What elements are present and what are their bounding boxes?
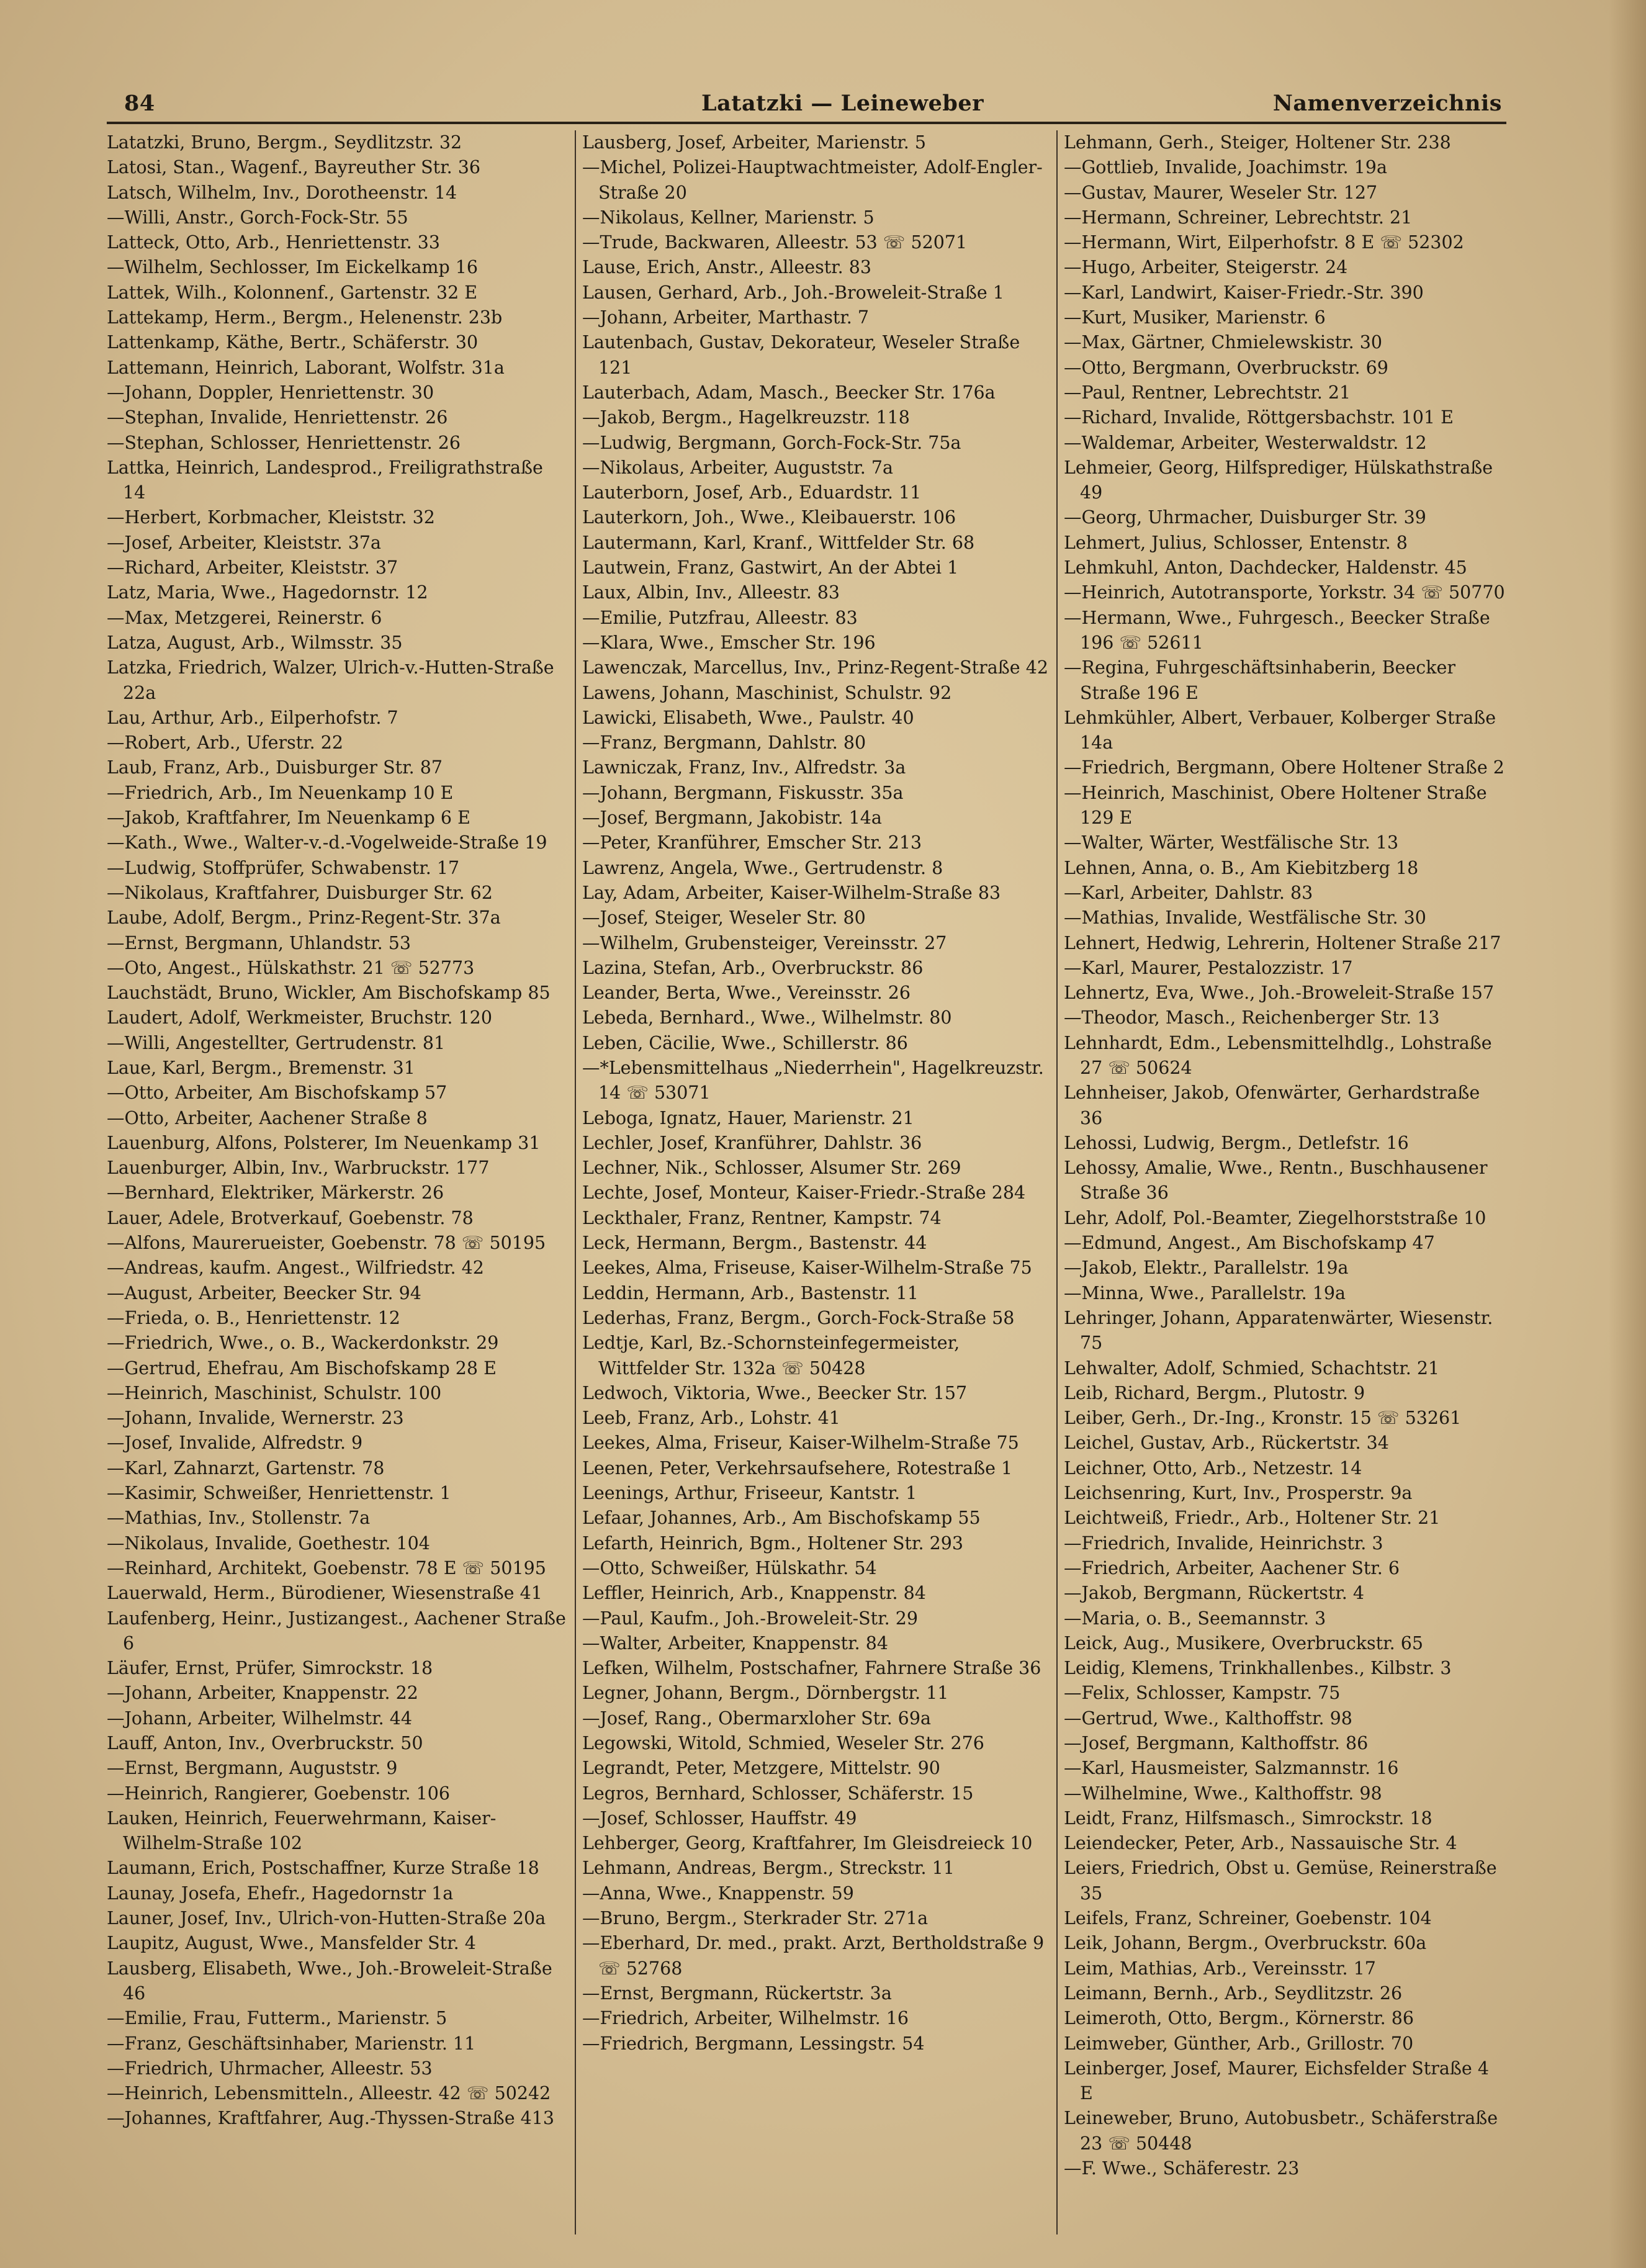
directory-entry: —Johann, Doppler, Henriettenstr. 30 bbox=[107, 382, 434, 403]
directory-entry: —Karl, Hausmeister, Salzmannstr. 16 bbox=[1064, 1758, 1399, 1779]
directory-entry: —August, Arbeiter, Beecker Str. 94 bbox=[107, 1282, 421, 1303]
directory-entry: —Friedrich, Arbeiter, Aachener Str. 6 bbox=[1064, 1557, 1400, 1578]
directory-entry: —Edmund, Angest., Am Bischofskamp 47 bbox=[1064, 1233, 1435, 1254]
column-divider bbox=[575, 130, 576, 2234]
directory-entry: Lehnen, Anna, o. B., Am Kiebitzberg 18 bbox=[1064, 857, 1419, 878]
directory-entry: Leidig, Klemens, Trinkhallenbes., Kilbstr. 3 bbox=[1064, 1658, 1452, 1679]
directory-entry: Leichsenring, Kurt, Inv., Prosperstr. 9a bbox=[1064, 1483, 1413, 1504]
directory-entry: —Ernst, Bergmann, Uhlandstr. 53 bbox=[107, 932, 412, 953]
directory-entry: Lederhas, Franz, Bergm., Gorch-Fock-Straße 58 bbox=[582, 1307, 1015, 1328]
directory-entry: Leander, Berta, Wwe., Vereinsstr. 26 bbox=[582, 983, 911, 1004]
directory-entry: —Trude, Backwaren, Alleestr. 53 ☏ 52071 bbox=[582, 232, 968, 253]
directory-entry: Lechler, Josef, Kranführer, Dahlstr. 36 bbox=[582, 1132, 922, 1153]
directory-entry: Latzka, Friedrich, Walzer, Ulrich-v.-Hutten-Straße 22a bbox=[107, 657, 554, 703]
directory-entry: —Josef, Schlosser, Hauffstr. 49 bbox=[582, 1807, 857, 1829]
directory-entry: Legner, Johann, Bergm., Dörnbergstr. 11 bbox=[582, 1683, 949, 1704]
directory-entry: Leifels, Franz, Schreiner, Goebenstr. 104 bbox=[1064, 1908, 1432, 1929]
directory-entry: —Emilie, Frau, Futterm., Marienstr. 5 bbox=[107, 2008, 447, 2029]
directory-entry: Latteck, Otto, Arb., Henriettenstr. 33 bbox=[107, 232, 440, 253]
directory-entry: —Bernhard, Elektriker, Märkerstr. 26 bbox=[107, 1182, 444, 1204]
directory-entry: —Felix, Schlosser, Kampstr. 75 bbox=[1064, 1683, 1341, 1704]
directory-entry: Leben, Cäcilie, Wwe., Schillerstr. 86 bbox=[582, 1032, 908, 1053]
directory-entry: —Gustav, Maurer, Weseler Str. 127 bbox=[1064, 182, 1378, 203]
directory-entry: —Nikolaus, Arbeiter, Auguststr. 7a bbox=[582, 457, 893, 478]
directory-entry: —Otto, Schweißer, Hülskathr. 54 bbox=[582, 1557, 877, 1578]
directory-entry: Lehnertz, Eva, Wwe., Joh.-Broweleit-Straße 157 bbox=[1064, 983, 1495, 1004]
directory-entry: Leik, Johann, Bergm., Overbruckstr. 60a bbox=[1064, 1933, 1427, 1954]
directory-entry: Lausberg, Josef, Arbeiter, Marienstr. 5 bbox=[582, 132, 927, 153]
directory-entry: —F. Wwe., Schäferestr. 23 bbox=[1064, 2158, 1300, 2179]
directory-entry: Lauchstädt, Bruno, Wickler, Am Bischofskamp 85 bbox=[107, 983, 551, 1004]
directory-entry: —Heinrich, Rangierer, Goebenstr. 106 bbox=[107, 1783, 450, 1804]
directory-entry: Ledwoch, Viktoria, Wwe., Beecker Str. 157 bbox=[582, 1382, 968, 1403]
directory-entry: Lautenbach, Gustav, Dekorateur, Weseler Straße 121 bbox=[582, 332, 1020, 378]
directory-entry: —Gertrud, Ehefrau, Am Bischofskamp 28 E bbox=[107, 1357, 497, 1379]
directory-entry: Leinberger, Josef, Maurer, Eichsfelder Straße 4 E bbox=[1064, 2058, 1489, 2104]
directory-entry: —Heinrich, Autotransporte, Yorkstr. 34 ☏ 50770 bbox=[1064, 582, 1505, 603]
directory-entry: Lawrenz, Angela, Wwe., Gertrudenstr. 8 bbox=[582, 857, 943, 878]
directory-entry: Leboga, Ignatz, Hauer, Marienstr. 21 bbox=[582, 1107, 914, 1128]
directory-entry: Lehringer, Johann, Apparatenwärter, Wiesenstr. 75 bbox=[1064, 1307, 1493, 1354]
directory-entry: Lattka, Heinrich, Landesprod., Freiligrathstraße 14 bbox=[107, 457, 543, 503]
directory-entry: —Ludwig, Bergmann, Gorch-Fock-Str. 75a bbox=[582, 432, 961, 453]
directory-entry: —Friedrich, Arbeiter, Wilhelmstr. 16 bbox=[582, 2008, 909, 2029]
directory-entry: —Kasimir, Schweißer, Henriettenstr. 1 bbox=[107, 1483, 451, 1504]
directory-entry: —Klara, Wwe., Emscher Str. 196 bbox=[582, 632, 876, 653]
directory-entry: —Hermann, Wwe., Fuhrgesch., Beecker Straße 196 ☏ 52611 bbox=[1064, 607, 1490, 653]
directory-entry: Lehwalter, Adolf, Schmied, Schachtstr. 21 bbox=[1064, 1357, 1440, 1379]
directory-entry: Leib, Richard, Bergm., Plutostr. 9 bbox=[1064, 1382, 1365, 1403]
directory-entry: Leiendecker, Peter, Arb., Nassauische Str. 4 bbox=[1064, 1833, 1457, 1854]
directory-entry: Laue, Karl, Bergm., Bremenstr. 31 bbox=[107, 1057, 415, 1078]
directory-entry: Laupitz, August, Wwe., Mansfelder Str. 4 bbox=[107, 1933, 476, 1954]
directory-entry: —Michel, Polizei-Hauptwachtmeister, Adolf-Engler-Straße 20 bbox=[582, 157, 1043, 203]
directory-entry: Lattemann, Heinrich, Laborant, Wolfstr. 31a bbox=[107, 357, 505, 378]
directory-entry: Lehnheiser, Jakob, Ofenwärter, Gerhardstraße 36 bbox=[1064, 1082, 1480, 1128]
directory-entry: Laub, Franz, Arb., Duisburger Str. 87 bbox=[107, 757, 443, 778]
directory-entry: —Ernst, Bergmann, Auguststr. 9 bbox=[107, 1758, 398, 1779]
directory-entry: —Ernst, Bergmann, Rückertstr. 3a bbox=[582, 1982, 892, 2004]
directory-entry: Lehossy, Amalie, Wwe., Rentn., Buschhausener Straße 36 bbox=[1064, 1158, 1488, 1204]
directory-entry: Laudert, Adolf, Werkmeister, Bruchstr. 120 bbox=[107, 1007, 492, 1028]
directory-entry: Launay, Josefa, Ehefr., Hagedornstr 1a bbox=[107, 1883, 454, 1904]
directory-entry: Leichner, Otto, Arb., Netzestr. 14 bbox=[1064, 1457, 1362, 1478]
directory-entry: Lattenkamp, Käthe, Bertr., Schäferstr. 30 bbox=[107, 332, 479, 353]
directory-entry: —Friedrich, Arb., Im Neuenkamp 10 E bbox=[107, 782, 454, 803]
directory-entry: —Heinrich, Lebensmitteln., Alleestr. 42 ☏ 50242 bbox=[107, 2083, 551, 2104]
column-2 bbox=[582, 130, 1051, 2253]
page-edge-shadow bbox=[1609, 0, 1646, 2268]
directory-entry: Ledtje, Karl, Bz.-Schornsteinfegermeister, Wittfelder Str. 132a ☏ 50428 bbox=[582, 1333, 960, 1379]
directory-entry: —Oto, Angest., Hülskathstr. 21 ☏ 52773 bbox=[107, 957, 475, 978]
directory-entry: —Gertrud, Wwe., Kalthoffstr. 98 bbox=[1064, 1708, 1352, 1729]
directory-entry: —Nikolaus, Kellner, Marienstr. 5 bbox=[582, 207, 875, 228]
directory-entry: Lehr, Adolf, Pol.-Beamter, Ziegelhorststraße 10 bbox=[1064, 1207, 1486, 1228]
directory-entry: —Otto, Arbeiter, Aachener Straße 8 bbox=[107, 1107, 428, 1128]
directory-entry: —Heinrich, Maschinist, Schulstr. 100 bbox=[107, 1382, 442, 1403]
directory-entry: Lehmann, Gerh., Steiger, Holtener Str. 238 bbox=[1064, 132, 1451, 153]
directory-entry: Leimann, Bernh., Arb., Seydlitzstr. 26 bbox=[1064, 1982, 1403, 2004]
directory-entry: —Paul, Kaufm., Joh.-Broweleit-Str. 29 bbox=[582, 1608, 919, 1629]
directory-entry: Lehmert, Julius, Schlosser, Entenstr. 8 bbox=[1064, 532, 1408, 553]
directory-entry: Leenings, Arthur, Friseeur, Kantstr. 1 bbox=[582, 1483, 917, 1504]
directory-entry: Lauterborn, Josef, Arb., Eduardstr. 11 bbox=[582, 482, 922, 503]
directory-entry: Leineweber, Bruno, Autobusbetr., Schäferstraße 23 ☏ 50448 bbox=[1064, 2108, 1498, 2154]
directory-entry: Lautwein, Franz, Gastwirt, An der Abtei 1 bbox=[582, 557, 959, 578]
directory-entry: Laux, Albin, Inv., Alleestr. 83 bbox=[582, 582, 840, 603]
directory-entry: —Walter, Wärter, Westfälische Str. 13 bbox=[1064, 832, 1399, 853]
directory-entry: Lauterkorn, Joh., Wwe., Kleibauerstr. 106 bbox=[582, 507, 956, 528]
directory-entry: —Wilhelm, Grubensteiger, Vereinsstr. 27 bbox=[582, 932, 947, 953]
directory-entry: Lawenczak, Marcellus, Inv., Prinz-Regent-Straße 42 bbox=[582, 657, 1048, 678]
directory-entry: Laube, Adolf, Bergm., Prinz-Regent-Str. 37a bbox=[107, 907, 501, 929]
directory-entry: Lay, Adam, Arbeiter, Kaiser-Wilhelm-Straße 83 bbox=[582, 882, 1001, 903]
directory-entry: Lehnert, Hedwig, Lehrerin, Holtener Straße 217 bbox=[1064, 932, 1501, 953]
directory-entry: —Jakob, Bergmann, Rückertstr. 4 bbox=[1064, 1583, 1365, 1604]
directory-entry: Lechner, Nik., Schlosser, Alsumer Str. 269 bbox=[582, 1158, 961, 1179]
directory-entry: —Johann, Arbeiter, Wilhelmstr. 44 bbox=[107, 1708, 412, 1729]
directory-entry: Lefarth, Heinrich, Bgm., Holtener Str. 293 bbox=[582, 1532, 963, 1554]
directory-entry: —Mathias, Inv., Stollenstr. 7a bbox=[107, 1508, 371, 1529]
directory-entry: —Josef, Rang., Obermarxloher Str. 69a bbox=[582, 1708, 931, 1729]
directory-entry: —Karl, Landwirt, Kaiser-Friedr.-Str. 390 bbox=[1064, 282, 1424, 303]
directory-entry: —Frieda, o. B., Henriettenstr. 12 bbox=[107, 1307, 400, 1328]
directory-entry: —Gottlieb, Invalide, Joachimstr. 19a bbox=[1064, 157, 1387, 178]
directory-entry: Leckthaler, Franz, Rentner, Kampstr. 74 bbox=[582, 1207, 942, 1228]
directory-entry: —Theodor, Masch., Reichenberger Str. 13 bbox=[1064, 1007, 1440, 1028]
directory-entry: Lehmkühler, Albert, Verbauer, Kolberger Straße 14a bbox=[1064, 707, 1496, 754]
directory-entry: —Friedrich, Bergmann, Obere Holtener Straße 2 bbox=[1064, 757, 1504, 778]
directory-entry: —Willi, Anstr., Gorch-Fock-Str. 55 bbox=[107, 207, 408, 228]
directory-entry: Latsch, Wilhelm, Inv., Dorotheenstr. 14 bbox=[107, 182, 457, 203]
directory-entry: Leichel, Gustav, Arb., Rückertstr. 34 bbox=[1064, 1433, 1389, 1454]
directory-entry: Lauenburger, Albin, Inv., Warbruckstr. 177 bbox=[107, 1158, 490, 1179]
directory-entry: —Josef, Bergmann, Jakobistr. 14a bbox=[582, 808, 882, 829]
directory-entry: Lehmkuhl, Anton, Dachdecker, Haldenstr. 45 bbox=[1064, 557, 1467, 578]
directory-entry: —Friedrich, Wwe., o. B., Wackerdonkstr. 29 bbox=[107, 1333, 499, 1354]
directory-entry: Lattek, Wilh., Kolonnenf., Gartenstr. 32 E bbox=[107, 282, 478, 303]
directory-entry: Legros, Bernhard, Schlosser, Schäferstr. 15 bbox=[582, 1783, 974, 1804]
directory-entry: Lauerwald, Herm., Bürodiener, Wiesenstraße 41 bbox=[107, 1583, 542, 1604]
directory-entry: —Josef, Steiger, Weseler Str. 80 bbox=[582, 907, 866, 929]
directory-entry: Lehossi, Ludwig, Bergm., Detlefstr. 16 bbox=[1064, 1132, 1409, 1153]
page-title: Latatzki — Leineweber bbox=[701, 91, 984, 116]
directory-entry: Lefken, Wilhelm, Postschafner, Fahrnere Straße 36 bbox=[582, 1658, 1041, 1679]
directory-entry: —Kath., Wwe., Walter-v.-d.-Vogelweide-Straße 19 bbox=[107, 832, 547, 853]
directory-entry: Lehnhardt, Edm., Lebensmittelhdlg., Lohstraße 27 ☏ 50624 bbox=[1064, 1032, 1492, 1078]
directory-entry: —Hermann, Wirt, Eilperhofstr. 8 E ☏ 52302 bbox=[1064, 232, 1464, 253]
directory-entry: —Walter, Arbeiter, Knappenstr. 84 bbox=[582, 1632, 889, 1654]
directory-entry: Leick, Aug., Musikere, Overbruckstr. 65 bbox=[1064, 1632, 1424, 1654]
directory-entry: —Friedrich, Invalide, Heinrichstr. 3 bbox=[1064, 1532, 1383, 1554]
directory-entry: Lau, Arthur, Arb., Eilperhofstr. 7 bbox=[107, 707, 398, 728]
directory-entry: —Wilhelm, Sechlosser, Im Eickelkamp 16 bbox=[107, 257, 479, 278]
directory-entry: —Georg, Uhrmacher, Duisburger Str. 39 bbox=[1064, 507, 1426, 528]
header-rule bbox=[107, 122, 1506, 124]
directory-entry: —Ludwig, Stoffprüfer, Schwabenstr. 17 bbox=[107, 857, 460, 878]
directory-entry: Lausberg, Elisabeth, Wwe., Joh.-Broweleit-Straße 46 bbox=[107, 1958, 552, 2004]
directory-entry: Leiers, Friedrich, Obst u. Gemüse, Reinerstraße 35 bbox=[1064, 1858, 1497, 1904]
directory-entry: —Minna, Wwe., Parallelstr. 19a bbox=[1064, 1282, 1346, 1303]
directory-entry: —Herbert, Korbmacher, Kleiststr. 32 bbox=[107, 507, 435, 528]
directory-entry: —Josef, Bergmann, Kalthoffstr. 86 bbox=[1064, 1733, 1369, 1753]
directory-entry: —Peter, Kranführer, Emscher Str. 213 bbox=[582, 832, 922, 853]
directory-entry: —Regina, Fuhrgeschäftsinhaberin, Beecker Straße 196 E bbox=[1064, 657, 1455, 703]
directory-entry: —Mathias, Invalide, Westfälische Str. 30 bbox=[1064, 907, 1426, 929]
directory-entry: —Max, Metzgerei, Reinerstr. 6 bbox=[107, 607, 382, 628]
directory-entry: —Friedrich, Bergmann, Lessingstr. 54 bbox=[582, 2033, 925, 2054]
directory-entry: —Nikolaus, Invalide, Goethestr. 104 bbox=[107, 1532, 430, 1554]
directory-entry: —Andreas, kaufm. Angest., Wilfriedstr. 42 bbox=[107, 1258, 484, 1279]
directory-entry: —Josef, Invalide, Alfredstr. 9 bbox=[107, 1433, 363, 1454]
directory-entry: Leim, Mathias, Arb., Vereinsstr. 17 bbox=[1064, 1958, 1376, 1979]
directory-entry: Leichtweiß, Friedr., Arb., Holtener Str. 21 bbox=[1064, 1508, 1441, 1529]
directory-entry: —Friedrich, Uhrmacher, Alleestr. 53 bbox=[107, 2058, 433, 2079]
directory-entry: Latosi, Stan., Wagenf., Bayreuther Str. 36 bbox=[107, 157, 480, 178]
directory-entry: —Willi, Angestellter, Gertrudenstr. 81 bbox=[107, 1032, 446, 1053]
page-number: 84 bbox=[124, 91, 155, 116]
directory-entry: —Eberhard, Dr. med., prakt. Arzt, Bertholdstraße 9 ☏ 52768 bbox=[582, 1933, 1045, 1979]
directory-entry: —Bruno, Bergm., Sterkrader Str. 271a bbox=[582, 1908, 929, 1929]
directory-entry: —Franz, Geschäftsinhaber, Marienstr. 11 bbox=[107, 2033, 476, 2054]
directory-entry: Lauer, Adele, Brotverkauf, Goebenstr. 78 bbox=[107, 1207, 474, 1228]
directory-entry: —Jakob, Kraftfahrer, Im Neuenkamp 6 E bbox=[107, 808, 470, 829]
directory-entry: —Wilhelmine, Wwe., Kalthoffstr. 98 bbox=[1064, 1783, 1382, 1804]
directory-entry: Leidt, Franz, Hilfsmasch., Simrockstr. 18 bbox=[1064, 1807, 1432, 1829]
directory-entry: Latatzki, Bruno, Bergm., Seydlitzstr. 32 bbox=[107, 132, 462, 153]
directory-entry: Leenen, Peter, Verkehrsaufsehere, Rotestraße 1 bbox=[582, 1457, 1013, 1478]
directory-entry: Lawens, Johann, Maschinist, Schulstr. 92 bbox=[582, 682, 952, 703]
directory-entry: —Anna, Wwe., Knappenstr. 59 bbox=[582, 1883, 854, 1904]
directory-entry: —Reinhard, Architekt, Goebenstr. 78 E ☏ 50195 bbox=[107, 1557, 546, 1578]
directory-entry: Lebeda, Bernhard., Wwe., Wilhelmstr. 80 bbox=[582, 1007, 952, 1028]
directory-entry: Leiber, Gerh., Dr.-Ing., Kronstr. 15 ☏ 53261 bbox=[1064, 1408, 1462, 1429]
directory-entry: Lausen, Gerhard, Arb., Joh.-Broweleit-Straße 1 bbox=[582, 282, 1004, 303]
directory-entry: Lauenburg, Alfons, Polsterer, Im Neuenkamp 31 bbox=[107, 1132, 541, 1153]
directory-entry: —Emilie, Putzfrau, Alleestr. 83 bbox=[582, 607, 858, 628]
directory-entry: Laumann, Erich, Postschaffner, Kurze Straße 18 bbox=[107, 1858, 539, 1879]
directory-entry: Lauff, Anton, Inv., Overbruckstr. 50 bbox=[107, 1733, 423, 1753]
directory-entry: Legrandt, Peter, Metzgere, Mittelstr. 90 bbox=[582, 1758, 940, 1779]
directory-entry: —Richard, Invalide, Röttgersbachstr. 101 E bbox=[1064, 407, 1454, 428]
directory-entry: —Karl, Maurer, Pestalozzistr. 17 bbox=[1064, 957, 1353, 978]
directory-entry: —Stephan, Invalide, Henriettenstr. 26 bbox=[107, 407, 448, 428]
directory-entry: Leck, Hermann, Bergm., Bastenstr. 44 bbox=[582, 1233, 927, 1254]
directory-entry: Launer, Josef, Inv., Ulrich-von-Hutten-Straße 20a bbox=[107, 1908, 546, 1929]
directory-entry: —Jakob, Elektr., Parallelstr. 19a bbox=[1064, 1258, 1349, 1279]
directory-entry: —Johannes, Kraftfahrer, Aug.-Thyssen-Straße 413 bbox=[107, 2108, 555, 2129]
directory-entry: Lattekamp, Herm., Bergm., Helenenstr. 23b bbox=[107, 307, 503, 328]
directory-entry: Latza, August, Arb., Wilmsstr. 35 bbox=[107, 632, 403, 653]
directory-entry: Lawicki, Elisabeth, Wwe., Paulstr. 40 bbox=[582, 707, 914, 728]
directory-entry: Leddin, Hermann, Arb., Bastenstr. 11 bbox=[582, 1282, 919, 1303]
directory-entry: —Hermann, Schreiner, Lebrechtstr. 21 bbox=[1064, 207, 1413, 228]
directory-entry: —Franz, Bergmann, Dahlstr. 80 bbox=[582, 732, 866, 754]
directory-entry: —Richard, Arbeiter, Kleiststr. 37 bbox=[107, 557, 398, 578]
directory-entry: Leekes, Alma, Friseur, Kaiser-Wilhelm-Straße 75 bbox=[582, 1433, 1019, 1454]
directory-entry: —Josef, Arbeiter, Kleiststr. 37a bbox=[107, 532, 382, 553]
directory-entry: —Karl, Zahnarzt, Gartenstr. 78 bbox=[107, 1457, 385, 1478]
directory-entry: —Johann, Arbeiter, Knappenstr. 22 bbox=[107, 1683, 418, 1704]
directory-entry: —Stephan, Schlosser, Henriettenstr. 26 bbox=[107, 432, 461, 453]
directory-entry: Lazina, Stefan, Arb., Overbruckstr. 86 bbox=[582, 957, 924, 978]
directory-entry: —Waldemar, Arbeiter, Westerwaldstr. 12 bbox=[1064, 432, 1427, 453]
directory-entry: Latz, Maria, Wwe., Hagedornstr. 12 bbox=[107, 582, 428, 603]
directory-entry: —Alfons, Maurerueister, Goebenstr. 78 ☏ 50195 bbox=[107, 1233, 546, 1254]
directory-entry: —Heinrich, Maschinist, Obere Holtener Straße 129 E bbox=[1064, 782, 1487, 829]
directory-entry: Leimeroth, Otto, Bergm., Körnerstr. 86 bbox=[1064, 2008, 1414, 2029]
directory-entry: Lauterbach, Adam, Masch., Beecker Str. 176a bbox=[582, 382, 996, 403]
directory-entry: —Robert, Arb., Uferstr. 22 bbox=[107, 732, 344, 754]
directory-entry: —Johann, Arbeiter, Marthastr. 7 bbox=[582, 307, 870, 328]
directory-entry: —Jakob, Bergm., Hagelkreuzstr. 118 bbox=[582, 407, 910, 428]
section-title: Namenverzeichnis bbox=[1272, 91, 1502, 116]
directory-entry: —Nikolaus, Kraftfahrer, Duisburger Str. 62 bbox=[107, 882, 493, 903]
directory-entry: —Otto, Arbeiter, Am Bischofskamp 57 bbox=[107, 1082, 447, 1104]
directory-entry: Lauken, Heinrich, Feuerwehrmann, Kaiser-Wilhelm-Straße 102 bbox=[107, 1807, 497, 1854]
directory-entry: Legowski, Witold, Schmied, Weseler Str. 276 bbox=[582, 1733, 984, 1753]
directory-entry: —Kurt, Musiker, Marienstr. 6 bbox=[1064, 307, 1326, 328]
directory-entry: Leimweber, Günther, Arb., Grillostr. 70 bbox=[1064, 2033, 1414, 2054]
directory-entry: Leekes, Alma, Friseuse, Kaiser-Wilhelm-Straße 75 bbox=[582, 1258, 1032, 1279]
directory-entry: Lefaar, Johannes, Arb., Am Bischofskamp 55 bbox=[582, 1508, 981, 1529]
directory-entry: —*Lebensmittelhaus „Niederrhein", Hagelkreuzstr. 14 ☏ 53071 bbox=[582, 1057, 1044, 1104]
directory-entry: —Hugo, Arbeiter, Steigerstr. 24 bbox=[1064, 257, 1348, 278]
directory-entry: —Johann, Invalide, Wernerstr. 23 bbox=[107, 1408, 404, 1429]
directory-entry: Lehmeier, Georg, Hilfsprediger, Hülskathstraße 49 bbox=[1064, 457, 1493, 503]
directory-entry: —Maria, o. B., Seemannstr. 3 bbox=[1064, 1608, 1326, 1629]
directory-entry: Lause, Erich, Anstr., Alleestr. 83 bbox=[582, 257, 872, 278]
directory-entry: Lechte, Josef, Monteur, Kaiser-Friedr.-Straße 284 bbox=[582, 1182, 1026, 1204]
page-header bbox=[124, 86, 1502, 123]
column-3 bbox=[1064, 130, 1506, 2253]
column-divider bbox=[1056, 130, 1058, 2234]
directory-entry: Leeb, Franz, Arb., Lohstr. 41 bbox=[582, 1408, 840, 1429]
column-1 bbox=[107, 130, 569, 2253]
directory-entry: —Johann, Bergmann, Fiskusstr. 35a bbox=[582, 782, 904, 803]
directory-entry: Lautermann, Karl, Kranf., Wittfelder Str. 68 bbox=[582, 532, 975, 553]
directory-entry: —Karl, Arbeiter, Dahlstr. 83 bbox=[1064, 882, 1313, 903]
directory-entry: —Otto, Bergmann, Overbruckstr. 69 bbox=[1064, 357, 1388, 378]
directory-entry: Läufer, Ernst, Prüfer, Simrockstr. 18 bbox=[107, 1658, 433, 1679]
directory-entry: Laufenberg, Heinr., Justizangest., Aachener Straße 6 bbox=[107, 1608, 566, 1654]
directory-entry: Leffler, Heinrich, Arb., Knappenstr. 84 bbox=[582, 1583, 926, 1604]
directory-entry: Lawniczak, Franz, Inv., Alfredstr. 3a bbox=[582, 757, 906, 778]
directory-entry: Lehberger, Georg, Kraftfahrer, Im Gleisdreieck 10 bbox=[582, 1833, 1033, 1854]
directory-entry: —Max, Gärtner, Chmielewskistr. 30 bbox=[1064, 332, 1383, 353]
directory-entry: Lehmann, Andreas, Bergm., Streckstr. 11 bbox=[582, 1858, 955, 1879]
directory-entry: —Paul, Rentner, Lebrechtstr. 21 bbox=[1064, 382, 1351, 403]
